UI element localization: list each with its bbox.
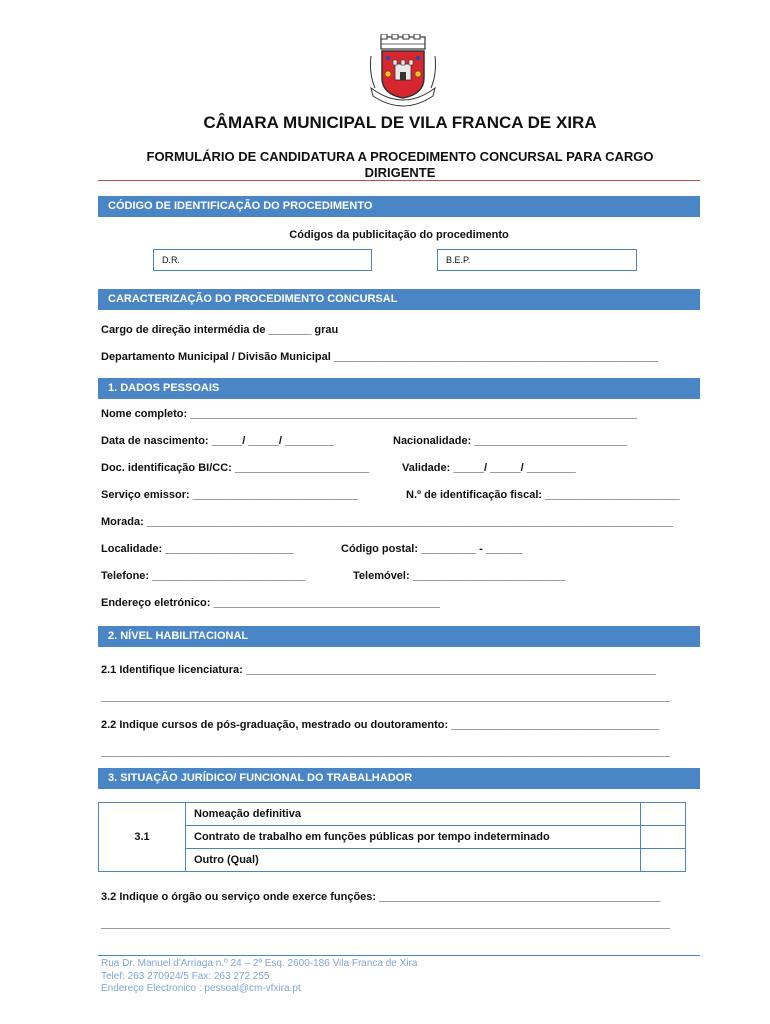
localidade-field[interactable]: Localidade: _____________________ [101,543,294,555]
option-nomeacao-definitiva: Nomeação definitiva [186,803,641,826]
nome-field[interactable]: Nome completo: _________________________________________________________________________ [101,408,637,420]
section-caracterizacao-header: CARACTERIZAÇÃO DO PROCEDIMENTO CONCURSAL [98,289,700,310]
dr-field[interactable] [153,249,372,271]
situacao-number: 3.1 [99,803,186,872]
nacionalidade-field[interactable]: Nacionalidade: _________________________ [393,435,628,447]
section-codigo-header: CÓDIGO DE IDENTIFICAÇÃO DO PROCEDIMENTO [98,196,700,217]
telemovel-field[interactable]: Telemóvel: _________________________ [353,570,566,582]
validade-field[interactable]: Validade: _____/ _____/ ________ [402,462,576,474]
doc-identificacao-field[interactable]: Doc. identificação BI/CC: ______________________ [101,462,370,474]
licenciatura-field[interactable]: 2.1 Identifique licenciatura: ___________________________________________________________________ [101,664,656,676]
departamento-field[interactable]: Departamento Municipal / Divisão Municipal _____________________________________________________ [101,351,659,363]
option-outro: Outro (Qual) [186,849,641,872]
form-subtitle-line1: FORMULÁRIO DE CANDIDATURA A PROCEDIMENTO CONCURSAL PARA CARGO [146,149,654,164]
telefone-field[interactable]: Telefone: _________________________ [101,570,306,582]
section-dados-pessoais-header: 1. DADOS PESSOAIS [98,378,700,399]
situacao-table [98,802,686,872]
bep-label: B.E.P. [446,255,471,265]
email-field[interactable]: Endereço eletrónico: _____________________________________ [101,597,440,609]
municipal-crest-logo [367,34,439,108]
table-row [99,826,686,849]
orgao-servico-continuation-line[interactable]: _____________________________________________________________________________________________ [101,918,670,930]
dr-label: D.R. [162,255,180,265]
orgao-servico-field[interactable]: 3.2 Indique o órgão ou serviço onde exerce funções: ______________________________________________ [101,891,661,903]
morada-field[interactable]: Morada: ______________________________________________________________________________________ [101,516,673,528]
form-subtitle [100,149,700,181]
checkbox-outro[interactable] [641,849,686,872]
servico-emissor-field[interactable]: Serviço emissor: ___________________________ [101,489,358,501]
form-subtitle-line2: DIRIGENTE [364,165,436,180]
pos-graduacao-continuation-line[interactable]: _____________________________________________________________________________________________ [101,746,670,758]
bep-field[interactable] [437,249,637,271]
section-nivel-habilitacional-header: 2. NÍVEL HABILITACIONAL [98,626,700,647]
table-row [99,849,686,872]
page-title: CÂMARA MUNICIPAL DE VILA FRANCA DE XIRA [203,113,597,132]
section-situacao-header: 3. SITUAÇÃO JURÍDICO/ FUNCIONAL DO TRABALHADOR [98,768,700,789]
option-contrato-trabalho: Contrato de trabalho em funções públicas por tempo indeterminado [186,826,641,849]
licenciatura-continuation-line[interactable]: _____________________________________________________________________________________________ [101,691,670,703]
footer-address: Rua Dr. Manuel d'Arriaga n.º 24 – 2º Esq. 2600-186 Vila Franca de Xira [101,958,418,969]
table-row [99,803,686,826]
nif-field[interactable]: N.º de identificação fiscal: ______________________ [406,489,680,501]
data-nascimento-field[interactable]: Data de nascimento: _____/ _____/ ________ [101,435,334,447]
checkbox-nomeacao-definitiva[interactable] [641,803,686,826]
checkbox-contrato-trabalho[interactable] [641,826,686,849]
pos-graduacao-field[interactable]: 2.2 Indique cursos de pós-graduação, mestrado ou doutoramento: __________________________________ [101,719,660,731]
footer [101,958,417,996]
codes-label: Códigos da publicitação do procedimento [289,229,509,241]
footer-email: Endereço Electronico : pessoal@cm-vfxira.pt [101,983,301,994]
title-divider [98,180,700,181]
footer-divider [98,955,700,956]
codigo-postal-field[interactable]: Código postal: _________ - ______ [341,543,523,555]
cargo-field[interactable]: Cargo de direção intermédia de _______ grau [101,324,339,336]
footer-phone: Telef: 263 270924/5 Fax: 263 272 255 [101,970,270,982]
